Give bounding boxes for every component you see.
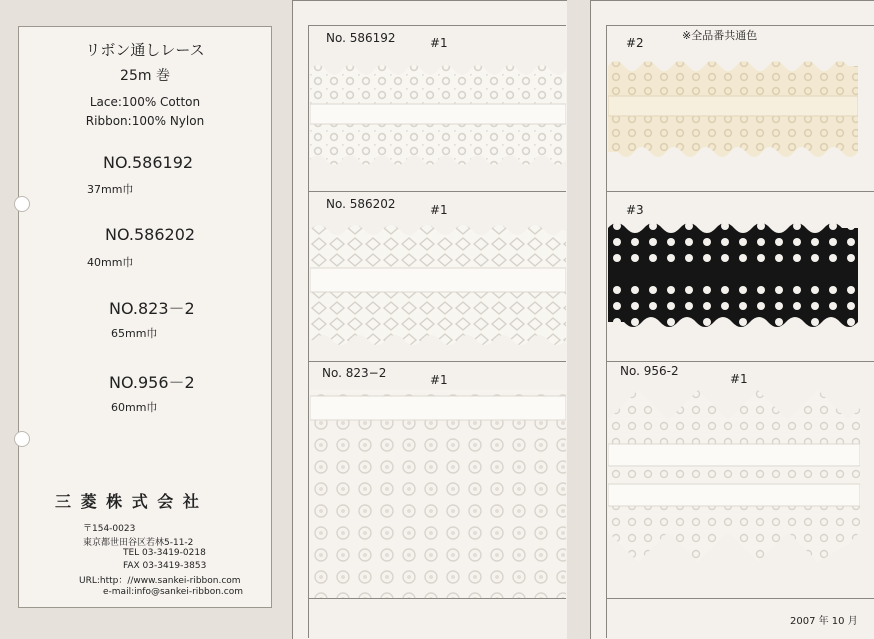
product-number-1: NO.586192: [103, 153, 194, 172]
row-divider: [308, 191, 566, 192]
sample-number: No. 956-2: [620, 364, 679, 378]
row-divider: [606, 191, 874, 192]
print-date: 2007 年 10 月: [790, 616, 858, 627]
product-title: リボン通しレース: [85, 41, 205, 59]
telephone: TEL 03-3419-0218: [123, 548, 206, 558]
lace-material: Lace:100% Cotton: [89, 95, 201, 109]
sheet-rule-top: [606, 25, 874, 26]
binder-hole-top: [14, 196, 30, 212]
ribbon-material: Ribbon:100% Nylon: [85, 114, 205, 128]
row-divider: [606, 361, 874, 362]
sheet-rule-left: [606, 25, 607, 638]
product-number-3: NO.823－2: [109, 299, 195, 318]
website-url[interactable]: URL:http：//www.sankei-ribbon.com: [79, 576, 241, 586]
sheet-rule-top: [308, 25, 566, 26]
sample-number: No. 586202: [326, 197, 396, 211]
lace-swatch-823-2-1: [310, 390, 566, 598]
lace-swatch-586202-3: [608, 218, 858, 332]
product-width-1: 37mm巾: [87, 183, 134, 196]
row-divider: [606, 598, 874, 599]
color-code: #1: [430, 36, 448, 50]
product-width-3: 65mm巾: [111, 327, 158, 340]
postal-code: 〒154-0023: [83, 524, 136, 534]
color-code: #3: [626, 203, 644, 217]
row-divider: [308, 598, 566, 599]
company-name: 三 菱 株 式 会 社: [55, 492, 201, 511]
sheet-rule-left: [308, 25, 309, 638]
lace-swatch-586202-1: [310, 220, 566, 350]
lace-swatch-586192-1: [310, 60, 566, 170]
color-code: #1: [430, 203, 448, 217]
row-divider: [308, 361, 566, 362]
fax: FAX 03-3419-3853: [123, 561, 207, 571]
sample-number: No. 586192: [326, 31, 396, 45]
lace-swatch-586192-2: [608, 56, 858, 162]
product-number-4: NO.956－2: [109, 373, 195, 392]
roll-length: 25m 巻: [120, 68, 170, 84]
email-address[interactable]: e-mail:info@sankei-ribbon.com: [103, 587, 243, 597]
color-code: #2: [626, 36, 644, 50]
product-info-card: [18, 26, 272, 608]
color-code: #1: [430, 373, 448, 387]
lace-swatch-956-2-1: [608, 386, 860, 566]
product-width-2: 40mm巾: [87, 256, 134, 269]
sample-number: No. 823−2: [322, 366, 387, 380]
address: 東京都世田谷区若林5-11-2: [83, 538, 194, 548]
color-code: #1: [730, 372, 748, 386]
product-number-2: NO.586202: [105, 225, 196, 244]
binder-hole-bottom: [14, 431, 30, 447]
all-colors-note: ※全品番共通色: [682, 29, 758, 42]
product-width-4: 60mm巾: [111, 401, 158, 414]
